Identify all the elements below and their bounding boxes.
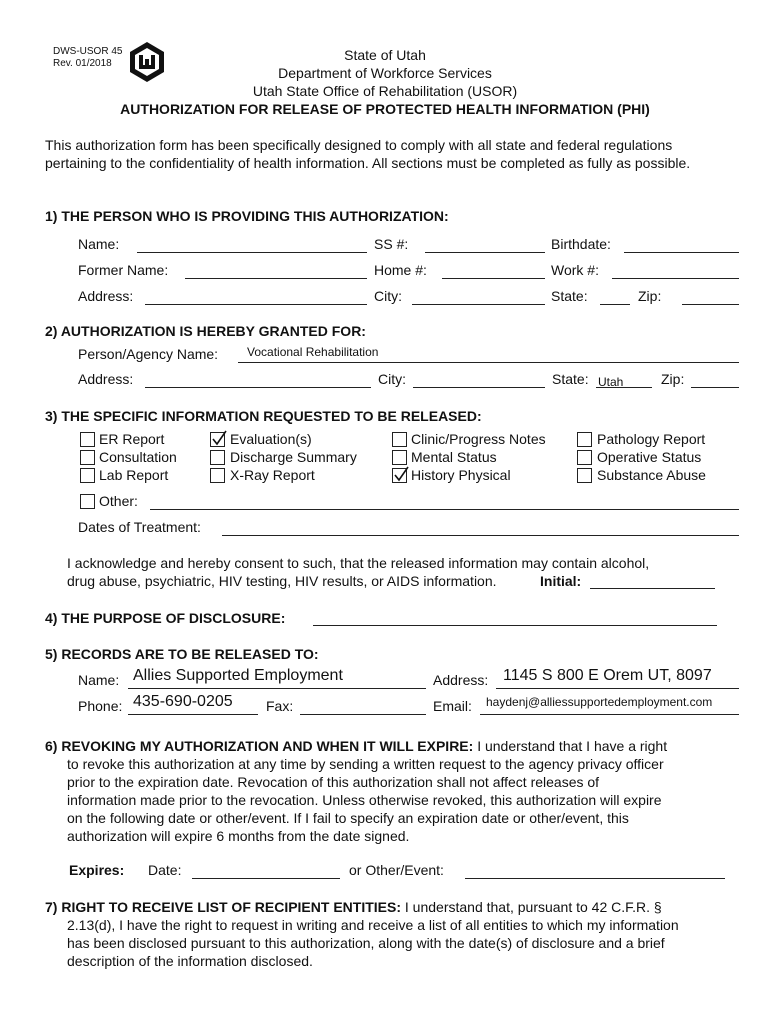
person-zip-field[interactable] — [682, 304, 739, 305]
clinic-progress-notes-label: Clinic/Progress Notes — [411, 431, 546, 447]
section6-line-1: to revoke this authorization at any time by sending a written request to the agency privacy officer — [67, 756, 664, 772]
recipient-phone-field[interactable] — [128, 714, 258, 715]
recipient-address-field[interactable] — [496, 688, 739, 689]
recipient-fax-field[interactable] — [300, 714, 426, 715]
person-address-label: Address: — [78, 288, 134, 304]
dates-of-treatment-label: Dates of Treatment: — [78, 519, 201, 535]
evaluations-checkbox[interactable] — [210, 432, 225, 447]
section1-heading: 1) THE PERSON WHO IS PROVIDING THIS AUTHORIZATION: — [45, 208, 449, 224]
section4-heading: 4) THE PURPOSE OF DISCLOSURE: — [45, 610, 286, 626]
recipient-address-label: Address: — [433, 672, 489, 688]
section6-line-3: information made prior to the revocation. Unless otherwise revoked, this authorization will expire — [67, 792, 662, 808]
person-city-field[interactable] — [412, 304, 545, 305]
agency-name-field[interactable] — [238, 362, 739, 363]
purpose-of-disclosure-field[interactable] — [313, 625, 717, 626]
person-zip-label: Zip: — [638, 288, 662, 304]
expires-date-field[interactable] — [192, 878, 340, 879]
former-name-label: Former Name: — [78, 262, 169, 278]
section7-line-2: has been disclosed pursuant to this authorization, along with the date(s) of disclosure and a brief — [67, 935, 665, 951]
section7-line-3: description of the information disclosed. — [67, 953, 313, 969]
birthdate-field[interactable] — [624, 252, 739, 253]
section6-line-5: authorization will expire 6 months from the date signed. — [67, 828, 410, 844]
header-state: State of Utah — [344, 47, 426, 63]
discharge-summary-label: Discharge Summary — [230, 449, 357, 465]
form-revision: Rev. 01/2018 — [53, 58, 112, 69]
section6-text-start: I understand that I have a right — [473, 738, 668, 754]
section6-first-line — [45, 738, 667, 754]
agency-state-value: Utah — [598, 375, 624, 389]
xray-report-checkbox[interactable] — [210, 468, 225, 483]
evaluations-label: Evaluation(s) — [230, 431, 312, 447]
operative-status-label: Operative Status — [597, 449, 702, 465]
lab-report-checkbox[interactable] — [80, 468, 95, 483]
recipient-email-field[interactable] — [480, 714, 739, 715]
xray-report-label: X-Ray Report — [230, 467, 315, 483]
recipient-address-value: 1145 S 800 E Orem UT, 8097 — [503, 667, 712, 684]
recipient-fax-label: Fax: — [266, 698, 294, 714]
agency-state-label: State: — [552, 371, 589, 387]
pathology-report-checkbox[interactable] — [577, 432, 592, 447]
expires-event-field[interactable] — [465, 878, 725, 879]
recipient-name-label: Name: — [78, 672, 120, 688]
initial-field[interactable] — [590, 588, 715, 589]
other-checkbox[interactable] — [80, 494, 95, 509]
header-office: Utah State Office of Rehabilitation (USOR) — [252, 83, 518, 99]
recipient-email-label: Email: — [433, 698, 472, 714]
recipient-name-value: Allies Supported Employment — [133, 667, 343, 684]
er-report-label: ER Report — [99, 431, 165, 447]
person-city-label: City: — [374, 288, 402, 304]
substance-abuse-label: Substance Abuse — [597, 467, 706, 483]
work-phone-field[interactable] — [612, 278, 739, 279]
agency-name-label: Person/Agency Name: — [78, 346, 219, 362]
home-phone-field[interactable] — [442, 278, 545, 279]
section6-heading: 6) REVOKING MY AUTHORIZATION AND WHEN IT WILL EXPIRE: — [45, 738, 474, 754]
section5-heading: 5) RECORDS ARE TO BE RELEASED TO: — [45, 646, 319, 662]
recipient-name-field[interactable] — [128, 688, 426, 689]
form-id: DWS-USOR 45 — [53, 46, 123, 57]
other-label: Other: — [99, 493, 138, 509]
checkmark-icon — [211, 430, 227, 446]
history-physical-label: History Physical — [411, 467, 511, 483]
er-report-checkbox[interactable] — [80, 432, 95, 447]
discharge-summary-checkbox[interactable] — [210, 450, 225, 465]
agency-zip-label: Zip: — [661, 371, 685, 387]
mental-status-label: Mental Status — [411, 449, 497, 465]
agency-zip-field[interactable] — [691, 387, 739, 388]
mental-status-checkbox[interactable] — [392, 450, 407, 465]
section6-line-2: prior to the expiration date. Revocation of this authorization shall not affect releases of — [67, 774, 600, 790]
section7-line-1: 2.13(d), I have the right to request in writing and receive a list of all entities to which my information — [67, 917, 679, 933]
person-address-field[interactable] — [145, 304, 367, 305]
work-phone-label: Work #: — [551, 262, 599, 278]
checkmark-icon — [393, 466, 409, 482]
recipient-phone-value: 435-690-0205 — [133, 693, 233, 710]
person-name-label: Name: — [78, 236, 120, 252]
history-physical-checkbox[interactable] — [392, 468, 407, 483]
person-name-field[interactable] — [137, 252, 367, 253]
consent-line-2: drug abuse, psychiatric, HIV testing, HIV results, or AIDS information. — [67, 573, 497, 589]
birthdate-label: Birthdate: — [551, 236, 611, 252]
agency-name-value: Vocational Rehabilitation — [247, 345, 379, 359]
agency-city-field[interactable] — [413, 387, 545, 388]
section7-first-line — [45, 899, 662, 915]
recipient-email-value: haydenj@alliessupportedemployment.com — [486, 695, 713, 709]
initial-label: Initial: — [540, 573, 582, 589]
agency-city-label: City: — [378, 371, 406, 387]
lab-report-label: Lab Report — [99, 467, 169, 483]
ss-label: SS #: — [374, 236, 409, 252]
person-state-label: State: — [551, 288, 588, 304]
consent-line-1: I acknowledge and hereby consent to such, that the released information may contain alcohol, — [67, 555, 650, 571]
clinic-progress-notes-checkbox[interactable] — [392, 432, 407, 447]
ss-field[interactable] — [425, 252, 545, 253]
home-phone-label: Home #: — [374, 262, 427, 278]
expires-date-label: Date: — [148, 862, 182, 878]
section3-heading: 3) THE SPECIFIC INFORMATION REQUESTED TO BE RELEASED: — [45, 408, 482, 424]
expires-label: Expires: — [69, 862, 125, 878]
consultation-label: Consultation — [99, 449, 177, 465]
operative-status-checkbox[interactable] — [577, 450, 592, 465]
person-state-field[interactable] — [600, 304, 630, 305]
section6-line-4: on the following date or other/event. If I fail to specify an expiration date or other/event, this — [67, 810, 629, 826]
substance-abuse-checkbox[interactable] — [577, 468, 592, 483]
intro-text: This authorization form has been specifically designed to comply with all state and federal regulations pertaining to the confidentiality of health information. All sections must be completed as fully as possible. — [45, 137, 691, 171]
agency-address-field[interactable] — [145, 387, 371, 388]
pathology-report-label: Pathology Report — [597, 431, 706, 447]
consultation-checkbox[interactable] — [80, 450, 95, 465]
header-department: Department of Workforce Services — [278, 65, 492, 81]
section7-heading: 7) RIGHT TO RECEIVE LIST OF RECIPIENT ENTITIES: — [45, 899, 401, 915]
recipient-phone-label: Phone: — [78, 698, 123, 714]
expires-event-label: or Other/Event: — [349, 862, 444, 878]
section2-heading: 2) AUTHORIZATION IS HEREBY GRANTED FOR: — [45, 323, 366, 339]
section7-text-start: I understand that, pursuant to 42 C.F.R. § — [401, 899, 662, 915]
other-field[interactable] — [150, 509, 739, 510]
page-title: AUTHORIZATION FOR RELEASE OF PROTECTED HEALTH INFORMATION (PHI) — [120, 101, 650, 117]
former-name-field[interactable] — [185, 278, 367, 279]
dates-of-treatment-field[interactable] — [222, 535, 739, 536]
agency-address-label: Address: — [78, 371, 134, 387]
